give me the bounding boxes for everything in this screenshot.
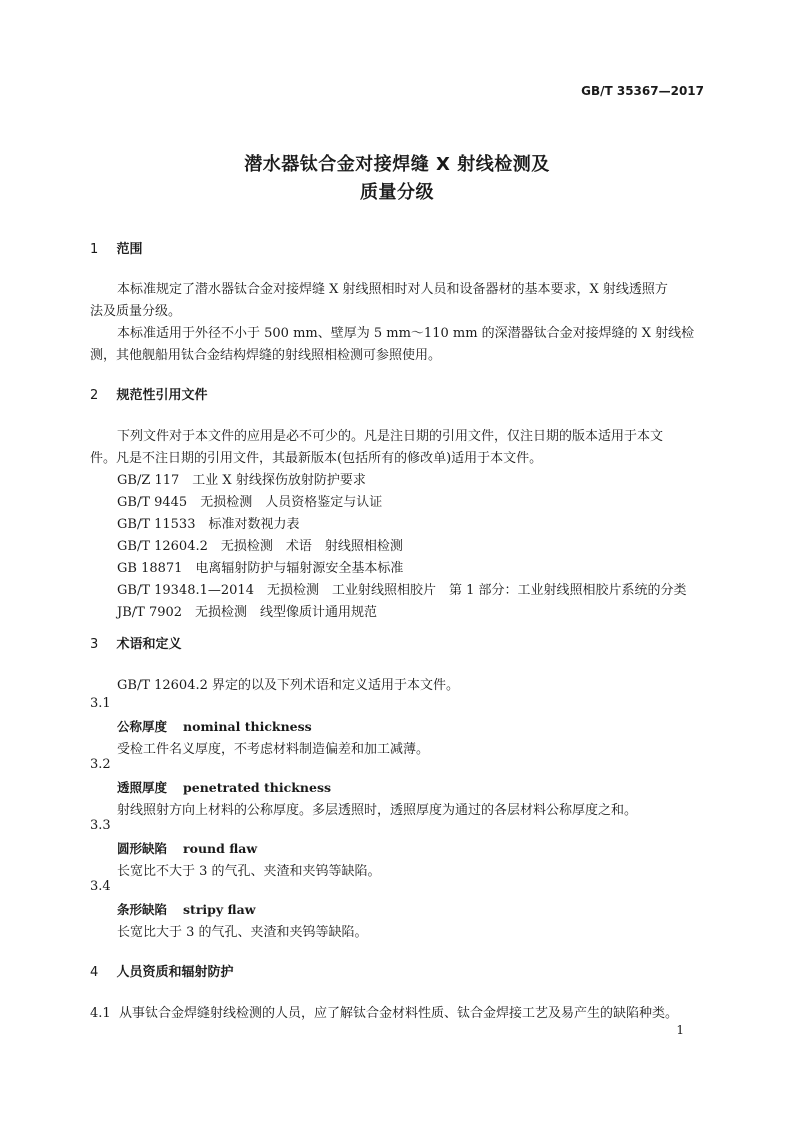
section-title: 术语和定义 [116, 637, 182, 652]
section-heading-1 [90, 238, 143, 257]
term-chinese: 公称厚度 [117, 719, 168, 734]
section-title: 人员资质和辐射防护 [116, 965, 234, 980]
term-number: 3.4 [90, 879, 111, 894]
scope-paragraph-2-line2: 测，其他舰船用钛合金结构焊缝的射线照相检测可参照使用。 [90, 348, 442, 363]
section-heading-4 [90, 961, 234, 980]
term-english: round flaw [183, 841, 258, 856]
term-definition: 长宽比不大于 3 的气孔、夹渣和夹钨等缺陷。 [117, 864, 381, 879]
scope-paragraph-2-line1: 本标准适用于外径不小于 500 mm、壁厚为 5 mm～110 mm 的深潜器钛合金对接焊缝的 X 射线检 [117, 326, 695, 341]
section-number: 3 [90, 637, 99, 652]
document-title-line2: 质量分级 [360, 182, 434, 203]
normative-intro-line1: 下列文件对于本文件的应用是必不可少的。凡是注日期的引用文件，仅注日期的版本适用于本文 [117, 429, 664, 444]
term-heading [117, 717, 312, 735]
term-heading [117, 900, 255, 918]
term-heading [117, 839, 257, 857]
term-definition: 长宽比大于 3 的气孔、夹渣和夹钨等缺陷。 [117, 925, 368, 940]
section-number: 2 [90, 388, 99, 403]
section-title: 范围 [116, 242, 143, 257]
section-number: 1 [90, 242, 99, 257]
reference-item: GB 18871 电离辐射防护与辐射源安全基本标准 [117, 561, 404, 576]
term-number: 3.2 [90, 757, 111, 772]
term-english: penetrated thickness [183, 780, 332, 795]
section-title: 规范性引用文件 [116, 388, 208, 403]
term-heading [117, 778, 331, 796]
term-english: nominal thickness [183, 719, 312, 734]
standard-number: GB/T 35367—2017 [581, 84, 704, 98]
scope-paragraph-1-line1: 本标准规定了潜水器钛合金对接焊缝 X 射线照相时对人员和设备器材的基本要求，X 射线透照方 [117, 282, 668, 297]
term-chinese: 圆形缺陷 [117, 841, 168, 856]
term-definition: 射线照射方向上材料的公称厚度。多层透照时，透照厚度为通过的各层材料公称厚度之和。 [117, 803, 638, 818]
reference-item: GB/T 11533 标准对数视力表 [117, 517, 300, 532]
reference-item: JB/T 7902 无损检测 线型像质计通用规范 [117, 605, 378, 620]
terms-intro: GB/T 12604.2 界定的以及下列术语和定义适用于本文件。 [117, 678, 460, 693]
page-number: 1 [676, 1023, 684, 1037]
section-heading-3 [90, 633, 182, 652]
clause-number: 4.1 [90, 1006, 111, 1021]
normative-intro-line2: 件。凡是不注日期的引用文件，其最新版本(包括所有的修改单)适用于本文件。 [90, 451, 543, 466]
clause-text: 从事钛合金焊缝射线检测的人员，应了解钛合金材料性质、钛合金焊接工艺及易产生的缺陷种类。 [119, 1006, 679, 1021]
section-heading-2 [90, 384, 208, 403]
term-english: stripy flaw [183, 902, 256, 917]
scope-paragraph-1-line2: 法及质量分级。 [90, 304, 182, 319]
term-number: 3.3 [90, 818, 111, 833]
term-chinese: 透照厚度 [117, 780, 168, 795]
section-number: 4 [90, 965, 99, 980]
term-chinese: 条形缺陷 [117, 902, 168, 917]
term-definition: 受检工件名义厚度，不考虑材料制造偏差和加工减薄。 [117, 742, 430, 757]
reference-item: GB/T 9445 无损检测 人员资格鉴定与认证 [117, 495, 383, 510]
clause-4-1 [90, 1002, 678, 1021]
reference-item: GB/T 19348.1—2014 无损检测 工业射线照相胶片 第 1 部分：工业射线照相胶片系统的分类 [117, 583, 687, 598]
reference-item: GB/Z 117 工业 X 射线探伤放射防护要求 [117, 473, 366, 488]
document-title-line1: 潜水器钛合金对接焊缝 X 射线检测及 [244, 154, 550, 175]
term-number: 3.1 [90, 696, 111, 711]
reference-item: GB/T 12604.2 无损检测 术语 射线照相检测 [117, 539, 403, 554]
